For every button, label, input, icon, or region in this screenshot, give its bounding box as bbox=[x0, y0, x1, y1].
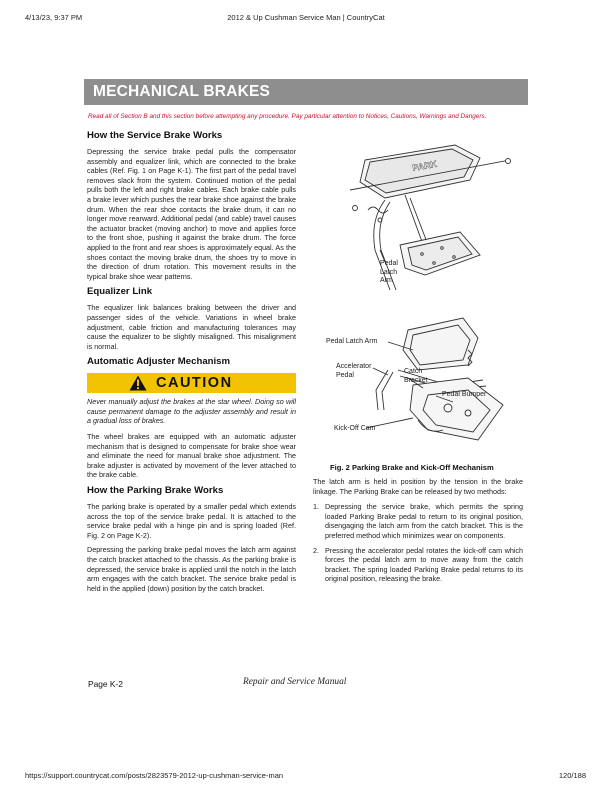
print-url[interactable]: https://support.countrycat.com/posts/2823579-2012-up-cushman-service-man bbox=[25, 771, 284, 780]
parking-brake-text-2: Depressing the parking brake pedal moves the latch arm against the catch bracket attached to the chassis. As the parking brake is depressed, the service brake is applied until the notch in the latch arm engages with the catch bracket. The service brake pedal is held in the applied (down) position by the catch bracket. bbox=[87, 545, 296, 593]
park-pad-text: PARK bbox=[411, 158, 438, 173]
list-item-number: 1. bbox=[313, 502, 319, 512]
fig1-label-pedal-latch-arm: Pedal Latch Arm bbox=[380, 260, 398, 284]
fig2-label-pedal-bumper: Pedal Bumper bbox=[442, 391, 487, 398]
list-item-text: Pressing the accelerator pedal rotates the kick-off cam which forces the pedal latch arm to move away from the catch bracket. The spring loaded Parking Brake pedal returns to its original position, releasing the brake. bbox=[325, 545, 523, 584]
fig2-label-catch-bracket: Catch Bracket bbox=[404, 368, 428, 384]
section-notice: Read all of Section B and this section before attempting any procedure. Pay particular attention to Notices, Cautions, Warnings and Dangers. bbox=[88, 113, 487, 120]
caution-banner bbox=[87, 373, 296, 393]
left-column bbox=[87, 130, 296, 598]
fig2-label-kick-off-cam: Kick-Off Cam bbox=[334, 425, 376, 432]
print-page-count: 120/188 bbox=[558, 771, 586, 780]
adjuster-text: The wheel brakes are equipped with an automatic adjuster mechanism that is designed to compensate for brake shoe wear and eliminate the need for manual brake shoe adjustment. The brake adjuster is activated by movement of the lever attached to the brake cable. bbox=[87, 432, 296, 480]
page-number: Page K-2 bbox=[88, 679, 123, 689]
list-item bbox=[313, 546, 523, 584]
figure-2-caption: Fig. 2 Parking Brake and Kick-Off Mechanism bbox=[330, 463, 494, 472]
kickoff-mechanism-illustration bbox=[318, 310, 530, 460]
warning-triangle-icon bbox=[129, 375, 147, 391]
list-item bbox=[313, 502, 523, 540]
equalizer-heading: Equalizer Link bbox=[87, 286, 153, 298]
print-datetime: 4/13/23, 9:37 PM bbox=[25, 13, 83, 22]
adjuster-heading: Automatic Adjuster Mechanism bbox=[87, 356, 231, 368]
service-brake-text: Depressing the service brake pedal pulls the compensator assembly and equalizer link, which are connected to the brake cables (Ref. Fig. 1 on Page K-1). The first part of the pedal travel removes slack from the system. Continued motion of the pedal pulls both the left and right brake cables. Each brake cable pulls a brake lever which pushes the rear brake shoe against the brake drum. When the rear shoe contacts the brake drum, it can no longer move rearward. Additional pedal (and cable) travel causes the actuator bracket (moving anchor) to move and applies force to the front shoe, pushing it against the brake drum. The force applied to the front and rear shoes is approximately equal. As the shoes contact the moving brake drum, the shoes try to move in the direction of drum rotation. This movement results in the typical brake shoe wear patterns. bbox=[87, 147, 296, 281]
section-title: MECHANICAL BRAKES bbox=[84, 79, 528, 105]
manual-title: Repair and Service Manual bbox=[243, 677, 347, 687]
parking-brake-heading: How the Parking Brake Works bbox=[87, 485, 224, 497]
right-column bbox=[313, 477, 523, 589]
parking-brake-text-1: The parking brake is operated by a smaller pedal which extends across the top of the service brake pedal. It is attached to the service brake pedal with a hinge pin and is spring loaded (Ref. Fig. 2 on Page K-2). bbox=[87, 502, 296, 540]
service-brake-heading: How the Service Brake Works bbox=[87, 130, 223, 141]
caution-label: CAUTION bbox=[156, 375, 233, 392]
figure-2-kickoff-mechanism bbox=[318, 310, 530, 460]
park-pedal-illustration bbox=[330, 140, 530, 300]
fig2-label-pedal-latch-arm: Pedal Latch Arm bbox=[326, 338, 378, 345]
equalizer-text: The equalizer link balances braking between the driver and passenger sides of the vehicle. Variations in wheel brake adjustment, cable friction and manufacturing tolerances may cause the equalizer to be slightly misaligned. This misalignment is normal. bbox=[87, 303, 296, 351]
release-intro: The latch arm is held in position by the tension in the brake linkage. The Parking Brake can be released by two methods: bbox=[313, 477, 523, 496]
caution-text: Never manually adjust the brakes at the star wheel. Doing so will cause permanent damage to the adjuster assembly and result in a gradual loss of brakes. bbox=[87, 397, 296, 426]
print-page-title: 2012 & Up Cushman Service Man | CountryCat bbox=[227, 13, 385, 22]
list-item-number: 2. bbox=[313, 545, 319, 555]
list-item-text: Depressing the service brake, which permits the spring loaded Parking Brake pedal to return to its original position, disengaging the latch arm from the catch bracket. This is the preferred method which minimizes wear on components. bbox=[325, 502, 523, 540]
release-methods-list bbox=[313, 502, 523, 584]
fig2-label-accelerator-pedal: Accelerator Pedal bbox=[336, 363, 372, 379]
figure-1-park-pedal bbox=[330, 140, 530, 300]
